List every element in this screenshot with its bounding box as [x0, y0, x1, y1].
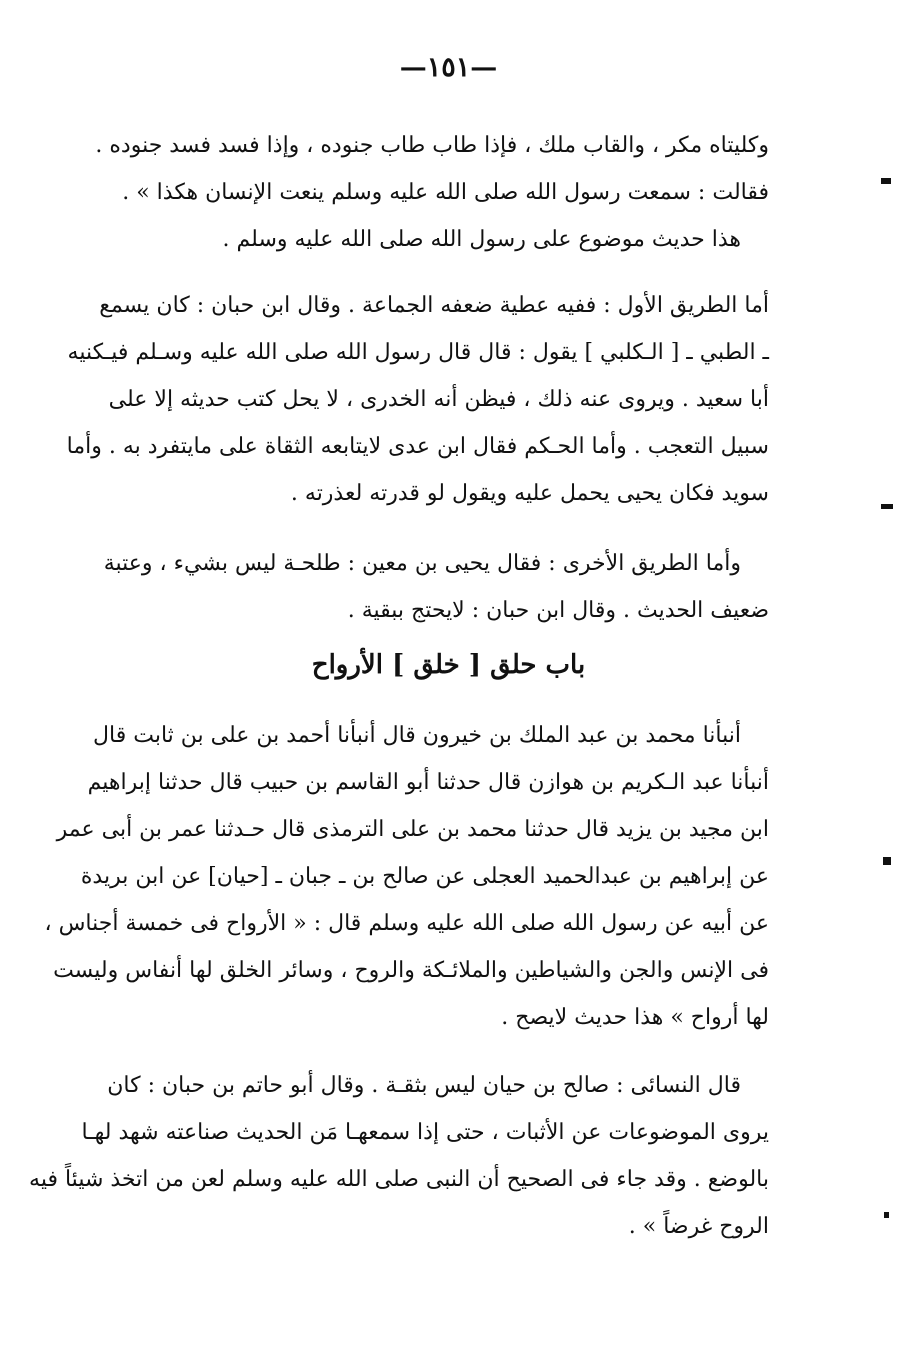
text-line: عن أبيه عن رسول الله صلى الله عليه وسلم قال : « الأرواح فى خمسة أجناس ، [44, 911, 769, 936]
text-line: سبيل التعجب . وأما الحـكم فقال ابن عدى لايتابعه الثقاة على مايتفرد به . وأما [66, 434, 769, 459]
text-line: أنبأنا عبد الـكريم بن هوازن قال حدثنا أبو القاسم بن حبيب قال حدثنا إبراهيم [87, 770, 769, 795]
scan-margin-mark [881, 178, 891, 184]
paragraph-nasai-comment [29, 1062, 769, 1250]
text-line: وكليتاه مكر ، والقاب ملك ، فإذا طاب طاب جنوده ، وإذا فسد فسد جنوده . [95, 133, 769, 158]
text-line: فقالت : سمعت رسول الله صلى الله عليه وسلم ينعت الإنسان هكذا » . [122, 180, 769, 205]
text-line: يروى الموضوعات عن الأثبات ، حتى إذا سمعهـا مَن الحديث صناعته شهد لهـا [81, 1120, 769, 1145]
text-line: أما الطريق الأول : ففيه عطية ضعفه الجماعة . وقال ابن حبان : كان يسمع [99, 293, 769, 318]
text-line: ضعيف الحديث . وقال ابن حبان : لايحتج ببقية . [347, 598, 769, 623]
text-line: فى الإنس والجن والشياطين والملائـكة والروح ، وسائر الخلق لها أنفاس وليست [53, 958, 769, 983]
paragraph-other-route [103, 540, 769, 634]
text-line: بالوضع . وقد جاء فى الصحيح أن النبى صلى الله عليه وسلم لعن من اتخذ شيئاً فيه [29, 1167, 769, 1192]
scan-margin-mark [883, 857, 891, 865]
text-line: أبا سعيد . ويروى عنه ذلك ، فيظن أنه الخدرى ، لا يحل كتب حديثه إلا على [108, 387, 769, 412]
scan-margin-mark [884, 1212, 889, 1218]
text-line: الروح غرضاً » . [628, 1214, 769, 1239]
text-line: أنبأنا محمد بن عبد الملك بن خيرون قال أنبأنا أحمد بن على بن ثابت قال [93, 723, 741, 748]
text-line: قال النسائى : صالح بن حيان ليس بثقـة . وقال أبو حاتم بن حبان : كان [107, 1073, 741, 1098]
text-line: وأما الطريق الأخرى : فقال يحيى بن معين : طلحـة ليس بشيء ، وعتبة [103, 551, 741, 576]
scan-margin-mark [881, 504, 893, 509]
text-line: ـ الطبي ـ [ الـكلبي ] يقول : قال قال رسول الله صلى الله عليه وسـلم فيـكنيه [67, 340, 769, 365]
paragraph-hadith-chain [44, 712, 769, 1041]
paragraph-continuation [95, 122, 769, 263]
chapter-heading: باب حلق [ خلق ] الأرواح [311, 650, 586, 680]
text-line: سويد فكان يحيى يحمل عليه ويقول لو قدرته لعذرته . [290, 481, 769, 506]
text-line: عن إبراهيم بن عبدالحميد العجلى عن صالح بن ـ جبان ـ [حيان] عن ابن بريدة [80, 864, 769, 889]
text-line: ابن مجيد بن يزيد قال حدثنا محمد بن على الترمذى قال حـدثنا عمر بن أبى عمر [56, 817, 769, 842]
paragraph-first-route [66, 282, 769, 517]
text-line: هذا حديث موضوع على رسول الله صلى الله عليه وسلم . [222, 227, 741, 252]
page-number: —١٥١— [399, 52, 498, 83]
text-line: لها أرواح » هذا حديث لايصح . [501, 1005, 769, 1030]
